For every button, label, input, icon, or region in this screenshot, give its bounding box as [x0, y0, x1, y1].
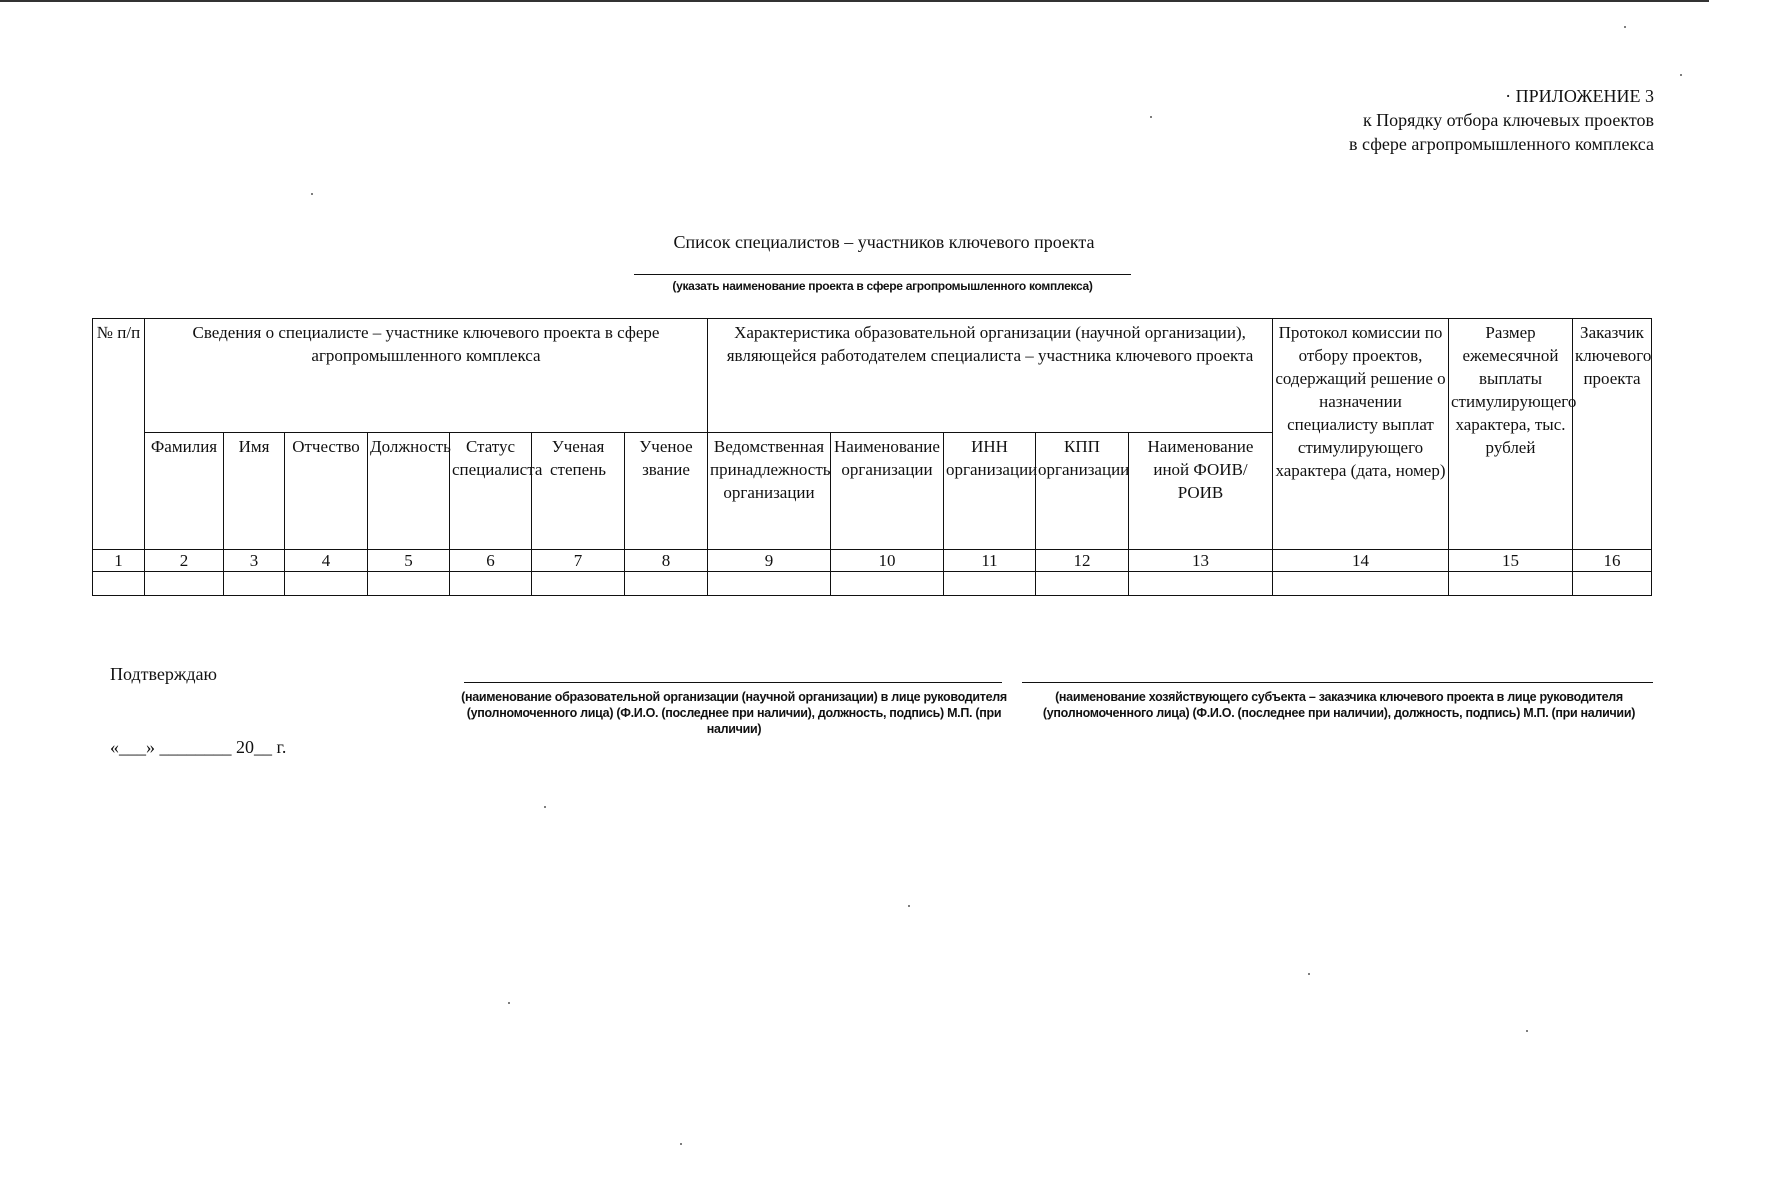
confirm-label: Подтверждаю [110, 664, 217, 684]
empty-cell [831, 572, 944, 596]
column-number: 9 [708, 550, 831, 572]
column-number: 16 [1573, 550, 1652, 572]
appendix-line-2: в сфере агропромышленного комплекса [1348, 134, 1654, 154]
header-title: Ученое звание [625, 433, 708, 550]
empty-cell [285, 572, 368, 596]
scan-speck [1624, 26, 1626, 28]
column-number: 7 [532, 550, 625, 572]
date-line: «___» ________ 20__ г. [110, 737, 287, 757]
empty-cell [93, 572, 145, 596]
header-organization-group: Характеристика образовательной организации (научной организации), являющейся работодателем специалиста – участника ключевого проекта [708, 319, 1273, 433]
column-number: 4 [285, 550, 368, 572]
scan-speck [1308, 973, 1310, 975]
project-name-line [634, 274, 1131, 275]
header-name: Имя [224, 433, 285, 550]
column-number: 11 [944, 550, 1036, 572]
appendix-header [1349, 84, 1654, 156]
header-status: Статус специалиста [450, 433, 532, 550]
appendix-line-1: к Порядку отбора ключевых проектов [1362, 110, 1654, 130]
header-specialist-group: Сведения о специалисте – участнике ключевого проекта в сфере агропромышленного комплекса [145, 319, 708, 433]
empty-cell [1036, 572, 1129, 596]
header-protocol: Протокол комиссии по отбору проектов, содержащий решение о назначении специалисту выплат стимулирующего характера (дата, номер) [1273, 319, 1449, 550]
scan-speck [1526, 1030, 1528, 1032]
org-signature-caption: (наименование образовательной организации (научной организации) в лице руководителя (уполномоченного лица) (Ф.И.О. (последнее при наличии), должность, подпись) М.П. (при наличии) [461, 690, 1007, 736]
column-number-row [93, 550, 1652, 572]
header-other-foiv: Наименование иной ФОИВ/РОИВ [1129, 433, 1273, 550]
empty-cell [944, 572, 1036, 596]
header-payment: Размер ежемесячной выплаты стимулирующего характера, тыс. рублей [1449, 319, 1573, 550]
column-number: 3 [224, 550, 285, 572]
empty-cell [1573, 572, 1652, 596]
header-customer: Заказчик ключевого проекта [1573, 319, 1652, 550]
empty-cell [1273, 572, 1449, 596]
column-number: 15 [1449, 550, 1573, 572]
header-affiliation: Ведомственная принадлежность организации [708, 433, 831, 550]
header-patronymic: Отчество [285, 433, 368, 550]
customer-signature-line [1022, 682, 1653, 683]
header-degree: Ученая степень [532, 433, 625, 550]
org-signature-line [464, 682, 1002, 683]
customer-signature-caption: (наименование хозяйствующего субъекта – заказчика ключевого проекта в лице руководителя (уполномоченного лица) (Ф.И.О. (последнее при наличии), должность, подпись) М.П. (при наличии) [1042, 690, 1636, 720]
column-number: 1 [93, 550, 145, 572]
empty-data-row [93, 572, 1652, 596]
header-kpp: КПП организации [1036, 433, 1129, 550]
empty-cell [450, 572, 532, 596]
specialists-table [92, 318, 1652, 596]
column-number: 5 [368, 550, 450, 572]
empty-cell [708, 572, 831, 596]
header-number: № п/п [93, 319, 145, 550]
header-org-name: Наименование организации [831, 433, 944, 550]
scan-speck [1680, 74, 1682, 76]
empty-cell [368, 572, 450, 596]
scan-speck [544, 806, 546, 808]
header-position: Должность [368, 433, 450, 550]
column-number: 14 [1273, 550, 1449, 572]
list-title: Список специалистов – участников ключевого проекта [673, 232, 1095, 252]
empty-cell [1449, 572, 1573, 596]
scan-speck [908, 905, 910, 907]
empty-cell [625, 572, 708, 596]
column-number: 13 [1129, 550, 1273, 572]
column-number: 12 [1036, 550, 1129, 572]
scan-speck [1150, 116, 1152, 118]
empty-cell [532, 572, 625, 596]
column-number: 6 [450, 550, 532, 572]
column-number: 2 [145, 550, 224, 572]
header-inn: ИНН организации [944, 433, 1036, 550]
empty-cell [1129, 572, 1273, 596]
column-number: 10 [831, 550, 944, 572]
scan-speck [311, 193, 313, 195]
scan-speck [508, 1002, 510, 1004]
appendix-title: · ПРИЛОЖЕНИЕ 3 [1505, 86, 1654, 106]
empty-cell [145, 572, 224, 596]
empty-cell [224, 572, 285, 596]
column-number: 8 [625, 550, 708, 572]
scan-edge [0, 0, 1709, 2]
scan-speck [680, 1143, 682, 1145]
header-surname: Фамилия [145, 433, 224, 550]
project-caption: (указать наименование проекта в сфере агропромышленного комплекса) [672, 279, 1093, 293]
